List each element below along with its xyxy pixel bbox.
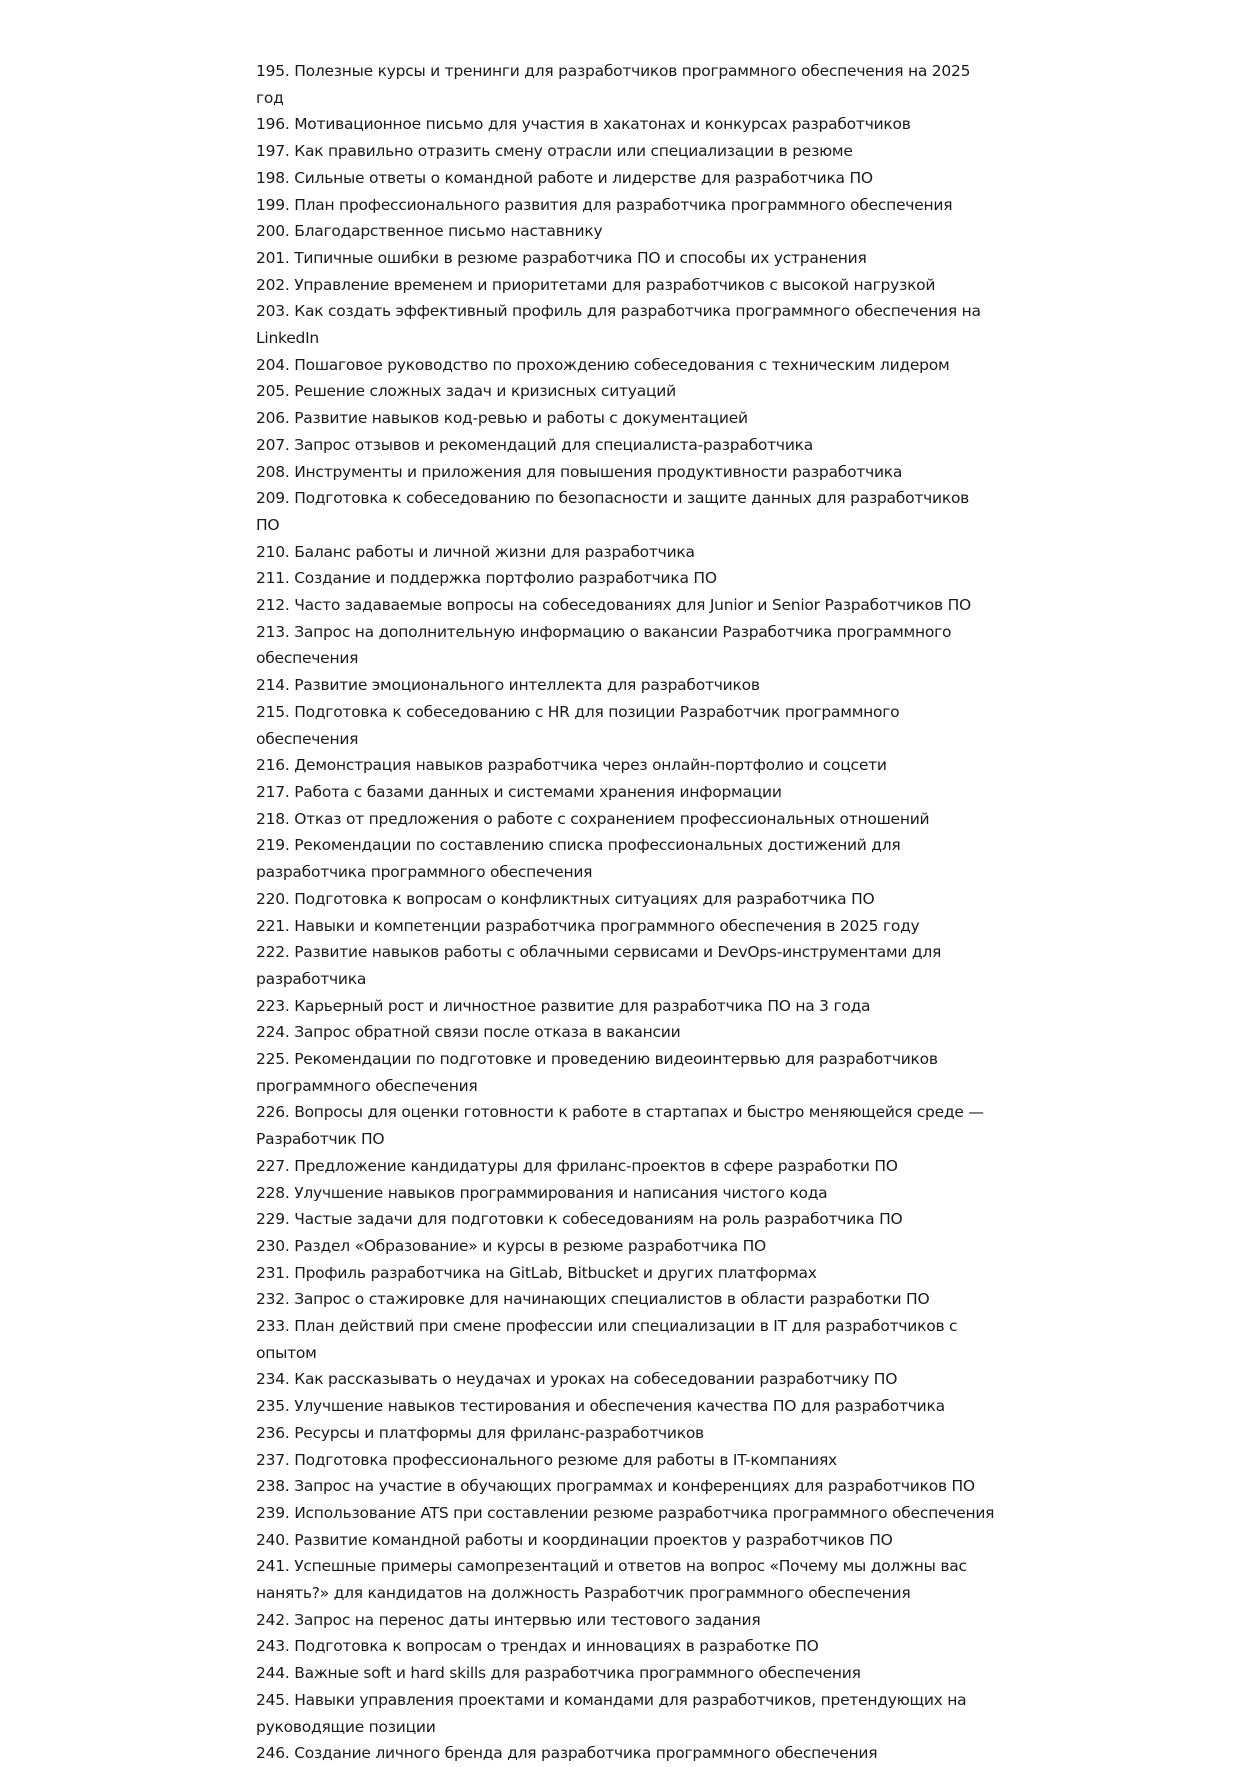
list-item: 244. Важные soft и hard skills для разработчика программного обеспечения [256,1664,861,1683]
list-item: 238. Запрос на участие в обучающих программах и конференциях для разработчиков ПО [256,1477,975,1496]
list-item: 209. Подготовка к собеседованию по безопасности и защите данных для разработчиков ПО [256,489,970,534]
list-item: 230. Раздел «Образование» и курсы в резюме разработчика ПО [256,1236,767,1255]
list-item: 195. Полезные курсы и тренинги для разработчиков программного обеспечения на 2025 год [256,62,971,107]
list-item: 204. Пошаговое руководство по прохождению собеседования с техническим лидером [256,355,950,374]
list-item: 220. Подготовка к вопросам о конфликтных ситуациях для разработчика ПО [256,889,875,908]
list-item: 212. Часто задаваемые вопросы на собеседованиях для Junior и Senior Разработчиков ПО [256,596,971,615]
list-item: 198. Сильные ответы о командной работе и лидерстве для разработчика ПО [256,168,873,187]
list-item: 215. Подготовка к собеседованию с HR для позиции Разработчик программного обеспечения [256,702,900,748]
list-item: 233. План действий при смене профессии или специализации в IT для разработчиков с опытом [256,1317,958,1362]
list-item: 218. Отказ от предложения о работе с сохранением профессиональных отношений [256,809,930,828]
list-item: 213. Запрос на дополнительную информацию о вакансии Разработчика программного обеспечения [256,622,952,668]
list-item: 224. Запрос обратной связи после отказа в вакансии [256,1023,681,1042]
list-item: 246. Создание личного бренда для разработчика программного обеспечения [256,1744,878,1763]
list-item: 236. Ресурсы и платформы для фриланс-разработчиков [256,1423,704,1442]
list-item: 216. Демонстрация навыков разработчика через онлайн-портфолио и соцсети [256,756,887,775]
list-item: 240. Развитие командной работы и координации проектов у разработчиков ПО [256,1530,893,1549]
list-item: 210. Баланс работы и личной жизни для разработчика [256,542,695,561]
list-item: 241. Успешные примеры самопрезентаций и ответов на вопрос «Почему мы должны вас нанять?» для кандидатов на должность Разработчик программного обеспечения [256,1557,967,1603]
list-item: 197. Как правильно отразить смену отрасли или специализации в резюме [256,142,853,161]
list-item: 207. Запрос отзывов и рекомендаций для специалиста-разработчика [256,435,814,454]
list-item: 206. Развитие навыков код-ревью и работы с документацией [256,409,748,428]
list-item: 235. Улучшение навыков тестирования и обеспечения качества ПО для разработчика [256,1397,945,1416]
list-item: 223. Карьерный рост и личностное развитие для разработчика ПО на 3 года [256,996,871,1015]
list-item: 228. Улучшение навыков программирования и написания чистого кода [256,1183,828,1202]
list-item: 221. Навыки и компетенции разработчика программного обеспечения в 2025 году [256,916,920,935]
list-item: 200. Благодарственное письмо наставнику [256,222,603,241]
list-item: 232. Запрос о стажировке для начинающих специалистов в области разработки ПО [256,1290,930,1309]
list-item: 217. Работа с базами данных и системами хранения информации [256,782,782,801]
list-item: 208. Инструменты и приложения для повышения продуктивности разработчика [256,462,903,481]
list-item: 231. Профиль разработчика на GitLab, Bitbucket и других платформах [256,1263,817,1282]
list-item: 225. Рекомендации по подготовке и проведению видеоинтервью для разработчиков программного обеспечения [256,1050,938,1095]
list-item: 211. Создание и поддержка портфолио разработчика ПО [256,569,717,588]
list-item: 227. Предложение кандидатуры для фриланс-проектов в сфере разработки ПО [256,1156,898,1175]
list-item: 201. Типичные ошибки в резюме разработчика ПО и способы их устранения [256,248,867,267]
list-item: 243. Подготовка к вопросам о трендах и инновациях в разработке ПО [256,1637,819,1656]
list-item: 214. Развитие эмоционального интеллекта для разработчиков [256,676,760,695]
list-item: 205. Решение сложных задач и кризисных ситуаций [256,382,676,401]
list-item: 196. Мотивационное письмо для участия в хакатонах и конкурсах разработчиков [256,115,911,134]
list-item: 202. Управление временем и приоритетами для разработчиков с высокой нагрузкой [256,275,936,294]
list-item: 203. Как создать эффективный профиль для разработчика программного обеспечения на LinkedIn [256,302,981,348]
document-page [256,58,996,1767]
list-item: 237. Подготовка профессионального резюме для работы в IT-компаниях [256,1450,837,1469]
list-item: 222. Развитие навыков работы с облачными сервисами и DevOps-инструментами для разработчика [256,943,942,988]
list-item: 242. Запрос на перенос даты интервью или тестового задания [256,1610,761,1629]
numbered-list [256,58,996,1767]
list-item: 229. Частые задачи для подготовки к собеседованиям на роль разработчика ПО [256,1210,903,1229]
list-item: 219. Рекомендации по составлению списка профессиональных достижений для разработчика программного обеспечения [256,836,901,882]
list-item: 234. Как рассказывать о неудачах и уроках на собеседовании разработчику ПО [256,1370,898,1389]
list-item: 199. План профессионального развития для разработчика программного обеспечения [256,195,953,214]
list-item: 239. Использование ATS при составлении резюме разработчика программного обеспечения [256,1503,995,1522]
list-item: 226. Вопросы для оценки готовности к работе в стартапах и быстро меняющейся среде — Разработчик ПО [256,1103,984,1149]
list-item: 245. Навыки управления проектами и командами для разработчиков, претендующих на руководящие позиции [256,1690,967,1736]
